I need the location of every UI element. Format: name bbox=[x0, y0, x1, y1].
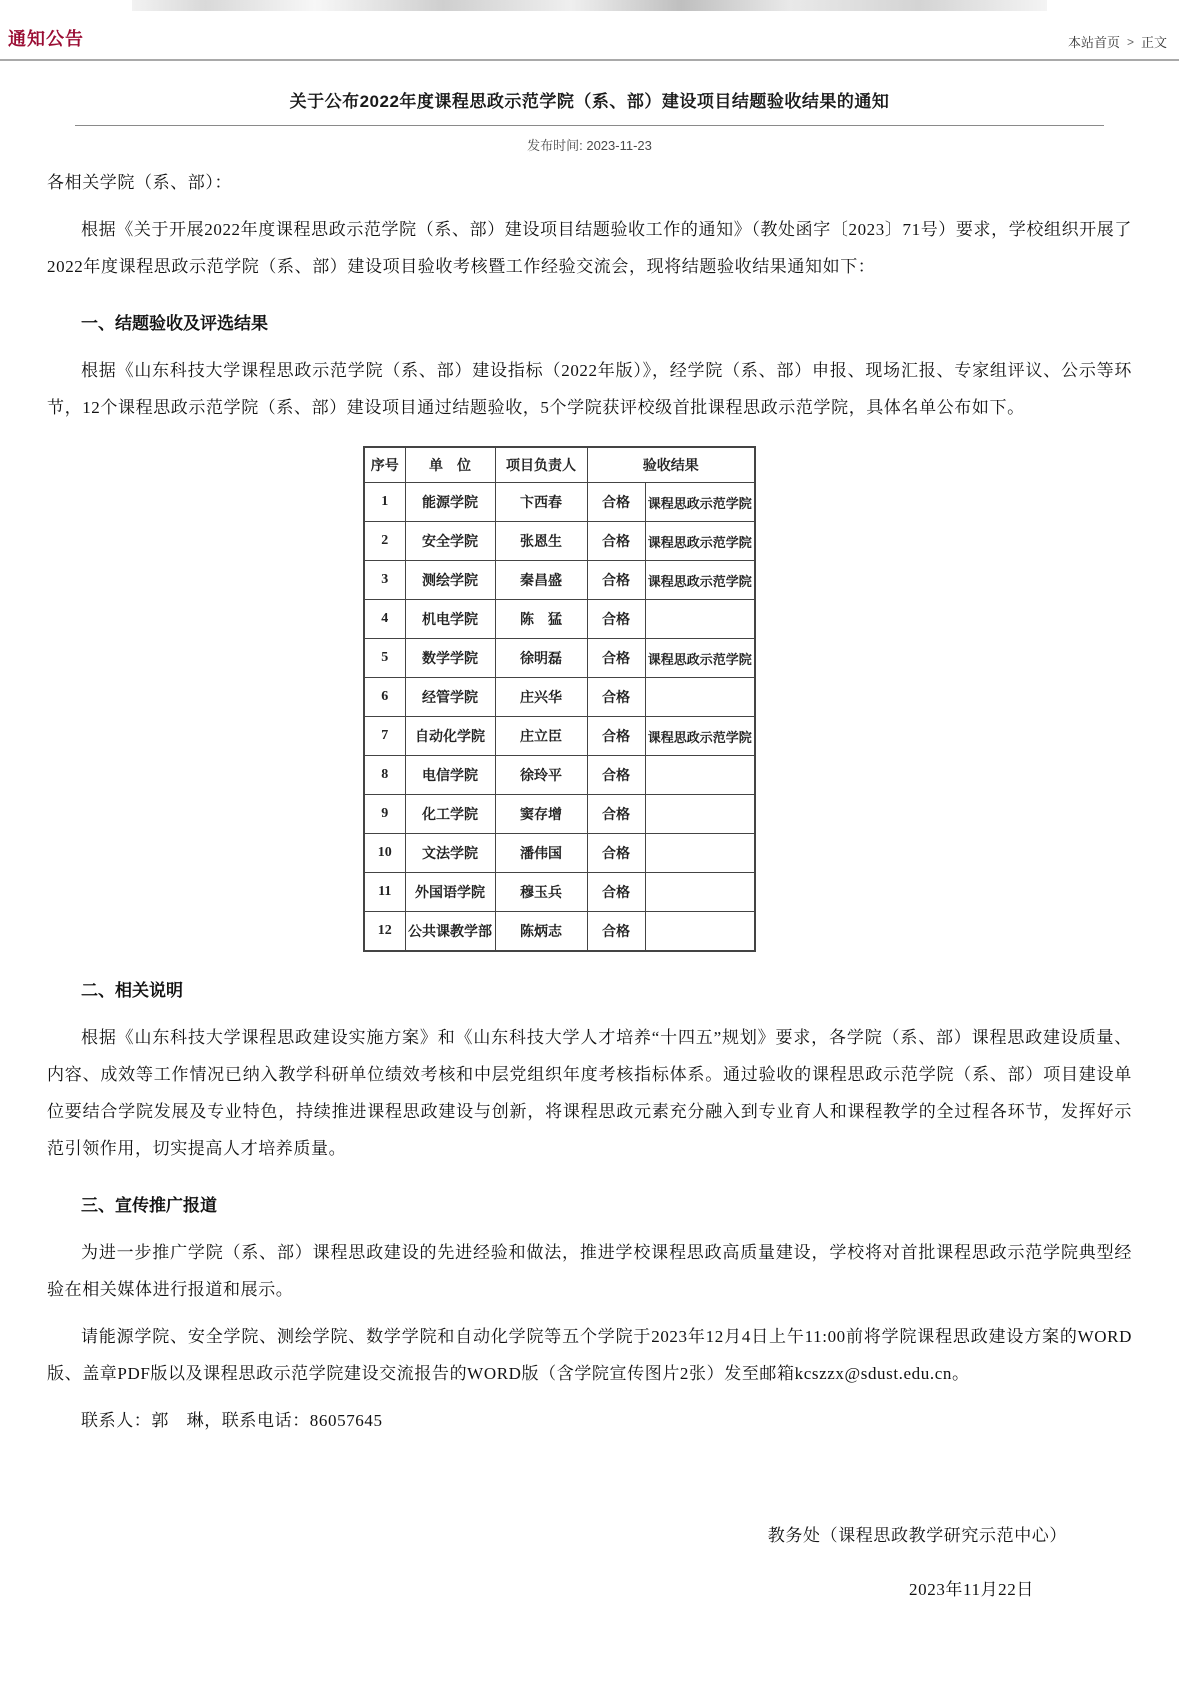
section-heading-3: 三、宣传推广报道 bbox=[81, 1196, 217, 1215]
cell-no: 2 bbox=[364, 522, 405, 561]
cell-leader: 徐玲平 bbox=[495, 756, 587, 795]
cell-unit: 能源学院 bbox=[405, 483, 495, 522]
cell-award: 课程思政示范学院 bbox=[645, 639, 755, 678]
cell-award bbox=[645, 873, 755, 912]
section-label: 通知公告 bbox=[8, 29, 84, 49]
cell-leader: 穆玉兵 bbox=[495, 873, 587, 912]
cell-result: 合格 bbox=[587, 639, 645, 678]
breadcrumb-separator-icon: > bbox=[1126, 34, 1134, 49]
table-row bbox=[364, 522, 755, 561]
cell-result: 合格 bbox=[587, 912, 645, 952]
cell-leader: 庄立臣 bbox=[495, 717, 587, 756]
cell-leader: 窦存增 bbox=[495, 795, 587, 834]
table-row bbox=[364, 639, 755, 678]
signature-block bbox=[47, 1517, 1132, 1608]
cell-leader: 庄兴华 bbox=[495, 678, 587, 717]
cell-result: 合格 bbox=[587, 600, 645, 639]
section-1-paragraph: 根据《山东科技大学课程思政示范学院（系、部）建设指标（2022年版）》，经学院（系、部）申报、现场汇报、专家组评议、公示等环节，12个课程思政示范学院（系、部）建设项目通过结题验收，5个学院获评校级首批课程思政示范学院，具体名单公布如下。 bbox=[47, 361, 1132, 417]
header-unit: 单 位 bbox=[405, 447, 495, 483]
cell-unit: 外国语学院 bbox=[405, 873, 495, 912]
cell-result: 合格 bbox=[587, 795, 645, 834]
page-title: 关于公布2022年度课程思政示范学院（系、部）建设项目结题验收结果的通知 bbox=[289, 92, 890, 111]
section-3-paragraph-2: 请能源学院、安全学院、测绘学院、数学学院和自动化学院等五个学院于2023年12月4日上午11:00前将学院课程思政建设方案的WORD版、盖章PDF版以及课程思政示范学院建设交流报告的WORD版（含学院宣传图片2张）发至邮箱kcszzx@sdust.edu.cn。 bbox=[47, 1327, 1132, 1383]
header-no: 序号 bbox=[364, 447, 405, 483]
cell-award bbox=[645, 834, 755, 873]
cell-award: 课程思政示范学院 bbox=[645, 717, 755, 756]
cell-unit: 安全学院 bbox=[405, 522, 495, 561]
publish-time: 发布时间: 2023-11-23 bbox=[527, 138, 652, 153]
cell-no: 5 bbox=[364, 639, 405, 678]
cell-unit: 机电学院 bbox=[405, 600, 495, 639]
banner-image bbox=[132, 0, 1047, 11]
cell-award: 课程思政示范学院 bbox=[645, 522, 755, 561]
cell-no: 8 bbox=[364, 756, 405, 795]
cell-leader: 张恩生 bbox=[495, 522, 587, 561]
cell-result: 合格 bbox=[587, 561, 645, 600]
table-header-row bbox=[364, 447, 755, 483]
section-heading-1: 一、结题验收及评选结果 bbox=[81, 314, 268, 333]
cell-result: 合格 bbox=[587, 522, 645, 561]
table-row bbox=[364, 483, 755, 522]
cell-no: 6 bbox=[364, 678, 405, 717]
cell-unit: 化工学院 bbox=[405, 795, 495, 834]
cell-award: 课程思政示范学院 bbox=[645, 561, 755, 600]
cell-unit: 测绘学院 bbox=[405, 561, 495, 600]
cell-leader: 潘伟国 bbox=[495, 834, 587, 873]
section-3-paragraph-1: 为进一步推广学院（系、部）课程思政建设的先进经验和做法，推进学校课程思政高质量建设，学校将对首批课程思政示范学院典型经验在相关媒体进行报道和展示。 bbox=[47, 1243, 1132, 1299]
cell-result: 合格 bbox=[587, 756, 645, 795]
table-row bbox=[364, 834, 755, 873]
signature-department: 教务处（课程思政教学研究示范中心） bbox=[767, 1526, 1067, 1545]
page-header bbox=[0, 11, 1179, 59]
contact-line: 联系人：郭 琳，联系电话：86057645 bbox=[81, 1411, 383, 1430]
cell-no: 1 bbox=[364, 483, 405, 522]
table-row bbox=[364, 678, 755, 717]
cell-unit: 公共课教学部 bbox=[405, 912, 495, 952]
table-row bbox=[364, 600, 755, 639]
cell-award bbox=[645, 756, 755, 795]
cell-award bbox=[645, 678, 755, 717]
header-leader: 项目负责人 bbox=[495, 447, 587, 483]
cell-no: 4 bbox=[364, 600, 405, 639]
cell-award bbox=[645, 795, 755, 834]
cell-unit: 电信学院 bbox=[405, 756, 495, 795]
cell-result: 合格 bbox=[587, 678, 645, 717]
cell-no: 9 bbox=[364, 795, 405, 834]
title-rule bbox=[75, 125, 1104, 126]
header-result: 验收结果 bbox=[587, 447, 755, 483]
signature-date: 2023年11月22日 bbox=[909, 1580, 1034, 1599]
cell-no: 3 bbox=[364, 561, 405, 600]
section-2-paragraph: 根据《山东科技大学课程思政建设实施方案》和《山东科技大学人才培养“十四五”规划》要求，各学院（系、部）课程思政建设质量、内容、成效等工作情况已纳入教学科研单位绩效考核和中层党组织年度考核指标体系。通过验收的课程思政示范学院（系、部）项目建设单位要结合学院发展及专业特色，持续推进课程思政建设与创新，将课程思政元素充分融入到专业育人和课程教学的全过程各环节，发挥好示范引领作用，切实提高人才培养质量。 bbox=[47, 1028, 1132, 1158]
header-divider bbox=[0, 59, 1179, 61]
acceptance-result-table bbox=[363, 446, 756, 952]
cell-award bbox=[645, 912, 755, 952]
cell-award: 课程思政示范学院 bbox=[645, 483, 755, 522]
cell-leader: 陈 猛 bbox=[495, 600, 587, 639]
cell-leader: 徐明磊 bbox=[495, 639, 587, 678]
cell-result: 合格 bbox=[587, 873, 645, 912]
table-row bbox=[364, 873, 755, 912]
intro-paragraph: 根据《关于开展2022年度课程思政示范学院（系、部）建设项目结题验收工作的通知》（教处函字〔2023〕71号）要求，学校组织开展了2022年度课程思政示范学院（系、部）建设项目验收考核暨工作经验交流会，现将结题验收结果通知如下： bbox=[47, 220, 1132, 276]
section-heading-2: 二、相关说明 bbox=[81, 981, 183, 1000]
cell-unit: 经管学院 bbox=[405, 678, 495, 717]
breadcrumb-home-link[interactable]: 本站首页 bbox=[1067, 35, 1120, 50]
cell-result: 合格 bbox=[587, 483, 645, 522]
breadcrumb bbox=[1068, 32, 1167, 51]
cell-award bbox=[645, 600, 755, 639]
cell-unit: 自动化学院 bbox=[405, 717, 495, 756]
table-row bbox=[364, 756, 755, 795]
cell-unit: 文法学院 bbox=[405, 834, 495, 873]
cell-no: 11 bbox=[364, 873, 405, 912]
salutation: 各相关学院（系、部）： bbox=[47, 173, 233, 192]
cell-unit: 数学学院 bbox=[405, 639, 495, 678]
table-row bbox=[364, 795, 755, 834]
cell-result: 合格 bbox=[587, 717, 645, 756]
breadcrumb-current[interactable]: 正文 bbox=[1140, 35, 1167, 50]
cell-no: 7 bbox=[364, 717, 405, 756]
table-row bbox=[364, 912, 755, 952]
table-row bbox=[364, 717, 755, 756]
cell-no: 12 bbox=[364, 912, 405, 952]
article-content bbox=[0, 87, 1179, 1648]
cell-leader: 陈炳志 bbox=[495, 912, 587, 952]
cell-result: 合格 bbox=[587, 834, 645, 873]
cell-no: 10 bbox=[364, 834, 405, 873]
table-row bbox=[364, 561, 755, 600]
cell-leader: 卞西春 bbox=[495, 483, 587, 522]
cell-leader: 秦昌盛 bbox=[495, 561, 587, 600]
